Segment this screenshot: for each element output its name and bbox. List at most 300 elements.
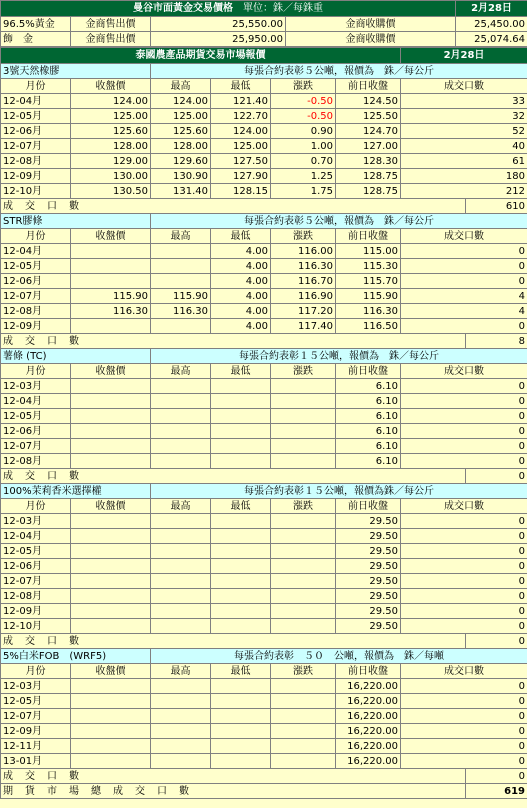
value-cell <box>151 544 211 559</box>
futures-date: 2月28日 <box>401 48 527 64</box>
value-cell: 125.60 <box>151 124 211 139</box>
section-name: STR膠條 <box>1 214 151 229</box>
value-cell: 122.70 <box>211 109 271 124</box>
section-total-value: 0 <box>466 634 527 649</box>
value-cell <box>71 739 151 754</box>
value-cell: 115.70 <box>336 274 401 289</box>
value-cell: 1.00 <box>271 139 336 154</box>
gold-row <box>1 17 527 32</box>
value-cell <box>271 394 336 409</box>
buy-label: 金商收購價 <box>286 32 456 47</box>
section-total-value: 0 <box>466 469 527 484</box>
value-cell <box>211 589 271 604</box>
value-cell <box>151 694 211 709</box>
column-header: 最低 <box>211 79 271 94</box>
value-cell <box>211 694 271 709</box>
month-cell: 12-07月 <box>1 574 71 589</box>
month-cell: 12-06月 <box>1 559 71 574</box>
value-cell <box>151 604 211 619</box>
value-cell: 116.30 <box>151 304 211 319</box>
section-contract-desc: 每張合約表彰５公噸，報價為 銖／每公斤 <box>151 64 527 79</box>
value-cell: 0 <box>401 244 527 259</box>
value-cell: 121.40 <box>211 94 271 109</box>
section-total-row <box>1 469 527 484</box>
value-cell <box>211 439 271 454</box>
grand-total-row <box>1 784 527 799</box>
value-cell <box>151 424 211 439</box>
section-total-label: 成 交 口 數 <box>1 334 466 349</box>
gold-price-table <box>0 0 527 47</box>
buy-label: 金商收購價 <box>286 17 456 32</box>
sell-price: 25,950.00 <box>151 32 286 47</box>
value-cell <box>271 604 336 619</box>
value-cell: 1.25 <box>271 169 336 184</box>
value-cell: 124.50 <box>336 94 401 109</box>
month-cell: 12-09月 <box>1 724 71 739</box>
value-cell: 130.50 <box>71 184 151 199</box>
month-cell: 12-06月 <box>1 274 71 289</box>
section-total-label: 成 交 口 數 <box>1 199 466 214</box>
value-cell <box>271 559 336 574</box>
table-row <box>1 439 527 454</box>
column-header: 最高 <box>151 229 211 244</box>
section-header <box>1 484 527 499</box>
table-row <box>1 619 527 634</box>
value-cell: 115.90 <box>71 289 151 304</box>
value-cell: 29.50 <box>336 574 401 589</box>
table-row <box>1 679 527 694</box>
value-cell <box>211 709 271 724</box>
value-cell <box>211 394 271 409</box>
table-row <box>1 709 527 724</box>
section-total-value: 8 <box>466 334 527 349</box>
value-cell <box>71 439 151 454</box>
value-cell <box>151 439 211 454</box>
value-cell <box>71 274 151 289</box>
table-row <box>1 394 527 409</box>
value-cell <box>271 589 336 604</box>
column-header: 前日收盤 <box>336 79 401 94</box>
value-cell <box>151 409 211 424</box>
value-cell: 116.50 <box>336 319 401 334</box>
month-cell: 12-06月 <box>1 424 71 439</box>
futures-body <box>1 64 527 784</box>
value-cell: 16,220.00 <box>336 709 401 724</box>
month-cell: 12-07月 <box>1 709 71 724</box>
table-row <box>1 259 527 274</box>
value-cell: 29.50 <box>336 529 401 544</box>
section-header <box>1 649 527 664</box>
value-cell: 40 <box>401 139 527 154</box>
table-row <box>1 559 527 574</box>
grand-total-value: 619 <box>466 784 527 799</box>
value-cell <box>211 514 271 529</box>
value-cell: 125.60 <box>71 124 151 139</box>
value-cell: 32 <box>401 109 527 124</box>
column-header: 漲跌 <box>271 229 336 244</box>
value-cell <box>271 544 336 559</box>
month-cell: 12-09月 <box>1 169 71 184</box>
month-cell: 12-04月 <box>1 394 71 409</box>
value-cell: 0 <box>401 574 527 589</box>
column-header: 成交口數 <box>401 664 527 679</box>
value-cell <box>271 754 336 769</box>
value-cell <box>151 679 211 694</box>
gold-title <box>1 1 456 17</box>
value-cell: 29.50 <box>336 514 401 529</box>
value-cell: 130.00 <box>71 169 151 184</box>
futures-title: 泰國農產品期貨交易市場報價 <box>1 48 401 64</box>
grand-total-label: 期 貨 市 場 總 成 交 口 數 <box>1 784 466 799</box>
value-cell: -0.50 <box>271 109 336 124</box>
month-cell: 12-06月 <box>1 124 71 139</box>
month-cell: 12-04月 <box>1 244 71 259</box>
month-cell: 13-01月 <box>1 754 71 769</box>
value-cell: 0 <box>401 514 527 529</box>
section-name: 3號天然橡膠 <box>1 64 151 79</box>
value-cell: 16,220.00 <box>336 679 401 694</box>
table-row <box>1 574 527 589</box>
value-cell <box>211 604 271 619</box>
value-cell <box>71 589 151 604</box>
month-cell: 12-03月 <box>1 514 71 529</box>
value-cell: 128.00 <box>71 139 151 154</box>
value-cell: 116.00 <box>271 244 336 259</box>
value-cell: 0 <box>401 739 527 754</box>
section-contract-desc: 每張合約表彰１５公噸，報價為 銖／每公斤 <box>151 349 527 364</box>
column-header: 成交口數 <box>401 499 527 514</box>
value-cell: 4 <box>401 289 527 304</box>
month-cell: 12-09月 <box>1 319 71 334</box>
table-row <box>1 139 527 154</box>
value-cell <box>211 724 271 739</box>
value-cell <box>271 679 336 694</box>
value-cell: 116.30 <box>271 259 336 274</box>
table-row <box>1 304 527 319</box>
value-cell <box>211 424 271 439</box>
value-cell: 0 <box>401 379 527 394</box>
table-row <box>1 274 527 289</box>
column-header: 前日收盤 <box>336 229 401 244</box>
month-cell: 12-04月 <box>1 529 71 544</box>
column-header: 月份 <box>1 664 71 679</box>
gold-date: 2月28日 <box>456 1 527 17</box>
value-cell <box>151 319 211 334</box>
value-cell: 29.50 <box>336 559 401 574</box>
value-cell <box>211 409 271 424</box>
table-row <box>1 184 527 199</box>
section-contract-desc: 每張合約表彰５公噸，報價為 銖／每公斤 <box>151 214 527 229</box>
column-header: 收盤價 <box>71 229 151 244</box>
table-row <box>1 514 527 529</box>
value-cell: 0 <box>401 409 527 424</box>
sell-label: 金商售出價 <box>71 17 151 32</box>
column-header: 月份 <box>1 79 71 94</box>
value-cell <box>71 604 151 619</box>
value-cell: 16,220.00 <box>336 754 401 769</box>
table-row <box>1 529 527 544</box>
buy-price: 25,450.00 <box>456 17 527 32</box>
month-cell: 12-04月 <box>1 94 71 109</box>
gold-row <box>1 32 527 47</box>
gold-unit: 單位：銖／每銖重 <box>243 3 323 14</box>
value-cell: 116.90 <box>271 289 336 304</box>
value-cell <box>71 454 151 469</box>
column-header: 成交口數 <box>401 364 527 379</box>
section-name: 100%茉莉香米選擇權 <box>1 484 151 499</box>
value-cell: 0 <box>401 424 527 439</box>
value-cell: 125.00 <box>211 139 271 154</box>
value-cell: 0 <box>401 619 527 634</box>
value-cell <box>211 544 271 559</box>
value-cell: 16,220.00 <box>336 739 401 754</box>
table-row <box>1 589 527 604</box>
table-row <box>1 289 527 304</box>
value-cell <box>71 259 151 274</box>
column-header: 收盤價 <box>71 664 151 679</box>
table-row <box>1 754 527 769</box>
value-cell: 129.60 <box>151 154 211 169</box>
value-cell <box>151 244 211 259</box>
month-cell: 12-08月 <box>1 304 71 319</box>
column-header: 漲跌 <box>271 664 336 679</box>
gold-title-bar <box>1 1 527 17</box>
gold-title-text: 曼谷市面黃金交易價格 <box>133 3 233 14</box>
column-header: 月份 <box>1 364 71 379</box>
section-total-row <box>1 199 527 214</box>
value-cell <box>151 454 211 469</box>
value-cell: 29.50 <box>336 619 401 634</box>
value-cell: 0.90 <box>271 124 336 139</box>
value-cell: 0 <box>401 319 527 334</box>
table-row <box>1 739 527 754</box>
table-row <box>1 694 527 709</box>
value-cell <box>71 559 151 574</box>
value-cell <box>211 529 271 544</box>
value-cell: 117.20 <box>271 304 336 319</box>
value-cell: 4.00 <box>211 289 271 304</box>
month-cell: 12-08月 <box>1 589 71 604</box>
section-header <box>1 64 527 79</box>
column-header: 最低 <box>211 499 271 514</box>
month-cell: 12-05月 <box>1 259 71 274</box>
value-cell <box>151 274 211 289</box>
value-cell: 130.90 <box>151 169 211 184</box>
value-cell <box>151 754 211 769</box>
section-total-row <box>1 334 527 349</box>
value-cell <box>271 379 336 394</box>
value-cell: 0 <box>401 604 527 619</box>
value-cell: 115.90 <box>336 289 401 304</box>
value-cell <box>271 724 336 739</box>
section-contract-desc: 每張合約表彰 ５０ 公噸，報價為 銖／每噸 <box>151 649 527 664</box>
value-cell <box>71 679 151 694</box>
column-header: 漲跌 <box>271 79 336 94</box>
month-cell: 12-07月 <box>1 139 71 154</box>
month-cell: 12-05月 <box>1 544 71 559</box>
value-cell: 52 <box>401 124 527 139</box>
column-header: 最高 <box>151 664 211 679</box>
table-row <box>1 454 527 469</box>
value-cell: 29.50 <box>336 604 401 619</box>
value-cell <box>211 574 271 589</box>
value-cell <box>71 529 151 544</box>
value-cell: 4 <box>401 304 527 319</box>
value-cell <box>151 394 211 409</box>
value-cell: 125.00 <box>71 109 151 124</box>
value-cell: 0 <box>401 529 527 544</box>
month-cell: 12-10月 <box>1 619 71 634</box>
value-cell: 116.30 <box>71 304 151 319</box>
value-cell <box>271 619 336 634</box>
value-cell: 6.10 <box>336 454 401 469</box>
month-cell: 12-11月 <box>1 739 71 754</box>
value-cell: 0.70 <box>271 154 336 169</box>
month-cell: 12-10月 <box>1 184 71 199</box>
column-header: 前日收盤 <box>336 364 401 379</box>
value-cell <box>271 709 336 724</box>
month-cell: 12-08月 <box>1 454 71 469</box>
table-row <box>1 94 527 109</box>
value-cell: 124.00 <box>151 94 211 109</box>
value-cell: 131.40 <box>151 184 211 199</box>
section-total-row <box>1 769 527 784</box>
value-cell <box>71 724 151 739</box>
value-cell: 0 <box>401 559 527 574</box>
section-header <box>1 349 527 364</box>
section-total-value: 0 <box>466 769 527 784</box>
futures-table <box>0 47 527 799</box>
value-cell: 16,220.00 <box>336 694 401 709</box>
month-cell: 12-08月 <box>1 154 71 169</box>
value-cell <box>71 379 151 394</box>
value-cell <box>211 619 271 634</box>
table-row <box>1 604 527 619</box>
value-cell <box>271 529 336 544</box>
table-row <box>1 409 527 424</box>
value-cell <box>271 694 336 709</box>
value-cell: 33 <box>401 94 527 109</box>
column-header: 最高 <box>151 499 211 514</box>
column-header: 收盤價 <box>71 79 151 94</box>
column-header: 漲跌 <box>271 364 336 379</box>
month-cell: 12-09月 <box>1 604 71 619</box>
value-cell: 4.00 <box>211 274 271 289</box>
value-cell <box>71 409 151 424</box>
table-row <box>1 154 527 169</box>
column-header: 漲跌 <box>271 499 336 514</box>
column-header: 月份 <box>1 499 71 514</box>
month-cell: 12-05月 <box>1 109 71 124</box>
value-cell: 4.00 <box>211 319 271 334</box>
column-header-row <box>1 364 527 379</box>
column-header: 最高 <box>151 79 211 94</box>
column-header: 前日收盤 <box>336 499 401 514</box>
gold-rows <box>1 17 527 47</box>
section-name: 5%白米FOB (WRF5) <box>1 649 151 664</box>
value-cell: 124.00 <box>71 94 151 109</box>
column-header: 成交口數 <box>401 229 527 244</box>
value-cell <box>71 244 151 259</box>
section-total-label: 成 交 口 數 <box>1 769 466 784</box>
value-cell: 0 <box>401 724 527 739</box>
value-cell <box>151 724 211 739</box>
column-header: 最低 <box>211 229 271 244</box>
column-header: 月份 <box>1 229 71 244</box>
value-cell: 115.90 <box>151 289 211 304</box>
value-cell: 116.30 <box>336 304 401 319</box>
table-row <box>1 424 527 439</box>
value-cell: 125.50 <box>336 109 401 124</box>
value-cell <box>211 559 271 574</box>
gold-item-name: 飾 金 <box>1 32 71 47</box>
section-contract-desc: 每張合約表彰１５公噸，報價為銖／每公斤 <box>151 484 527 499</box>
value-cell <box>151 529 211 544</box>
section-total-row <box>1 634 527 649</box>
value-cell <box>151 379 211 394</box>
value-cell: 0 <box>401 544 527 559</box>
table-row <box>1 244 527 259</box>
table-row <box>1 544 527 559</box>
section-total-label: 成 交 口 數 <box>1 634 466 649</box>
value-cell <box>271 454 336 469</box>
value-cell <box>211 754 271 769</box>
column-header-row <box>1 79 527 94</box>
value-cell: 0 <box>401 754 527 769</box>
section-total-value: 610 <box>466 199 527 214</box>
section-total-label: 成 交 口 數 <box>1 469 466 484</box>
month-cell: 12-05月 <box>1 694 71 709</box>
value-cell: 0 <box>401 679 527 694</box>
value-cell: -0.50 <box>271 94 336 109</box>
column-header: 收盤價 <box>71 499 151 514</box>
value-cell <box>71 709 151 724</box>
value-cell: 0 <box>401 454 527 469</box>
value-cell: 128.75 <box>336 169 401 184</box>
column-header-row <box>1 499 527 514</box>
value-cell: 0 <box>401 259 527 274</box>
value-cell: 127.00 <box>336 139 401 154</box>
month-cell: 12-03月 <box>1 379 71 394</box>
value-cell <box>71 619 151 634</box>
column-header-row <box>1 229 527 244</box>
value-cell: 16,220.00 <box>336 724 401 739</box>
value-cell: 128.75 <box>336 184 401 199</box>
value-cell <box>71 319 151 334</box>
value-cell: 0 <box>401 694 527 709</box>
value-cell: 128.30 <box>336 154 401 169</box>
buy-price: 25,074.64 <box>456 32 527 47</box>
value-cell: 127.50 <box>211 154 271 169</box>
value-cell: 180 <box>401 169 527 184</box>
month-cell: 12-07月 <box>1 439 71 454</box>
value-cell <box>71 754 151 769</box>
column-header: 成交口數 <box>401 79 527 94</box>
value-cell <box>71 424 151 439</box>
column-header: 最低 <box>211 364 271 379</box>
value-cell <box>151 739 211 754</box>
value-cell: 0 <box>401 274 527 289</box>
value-cell: 127.90 <box>211 169 271 184</box>
column-header: 最高 <box>151 364 211 379</box>
value-cell: 4.00 <box>211 259 271 274</box>
table-row <box>1 169 527 184</box>
value-cell <box>211 454 271 469</box>
section-header <box>1 214 527 229</box>
value-cell: 124.00 <box>211 124 271 139</box>
value-cell: 124.70 <box>336 124 401 139</box>
value-cell <box>151 514 211 529</box>
